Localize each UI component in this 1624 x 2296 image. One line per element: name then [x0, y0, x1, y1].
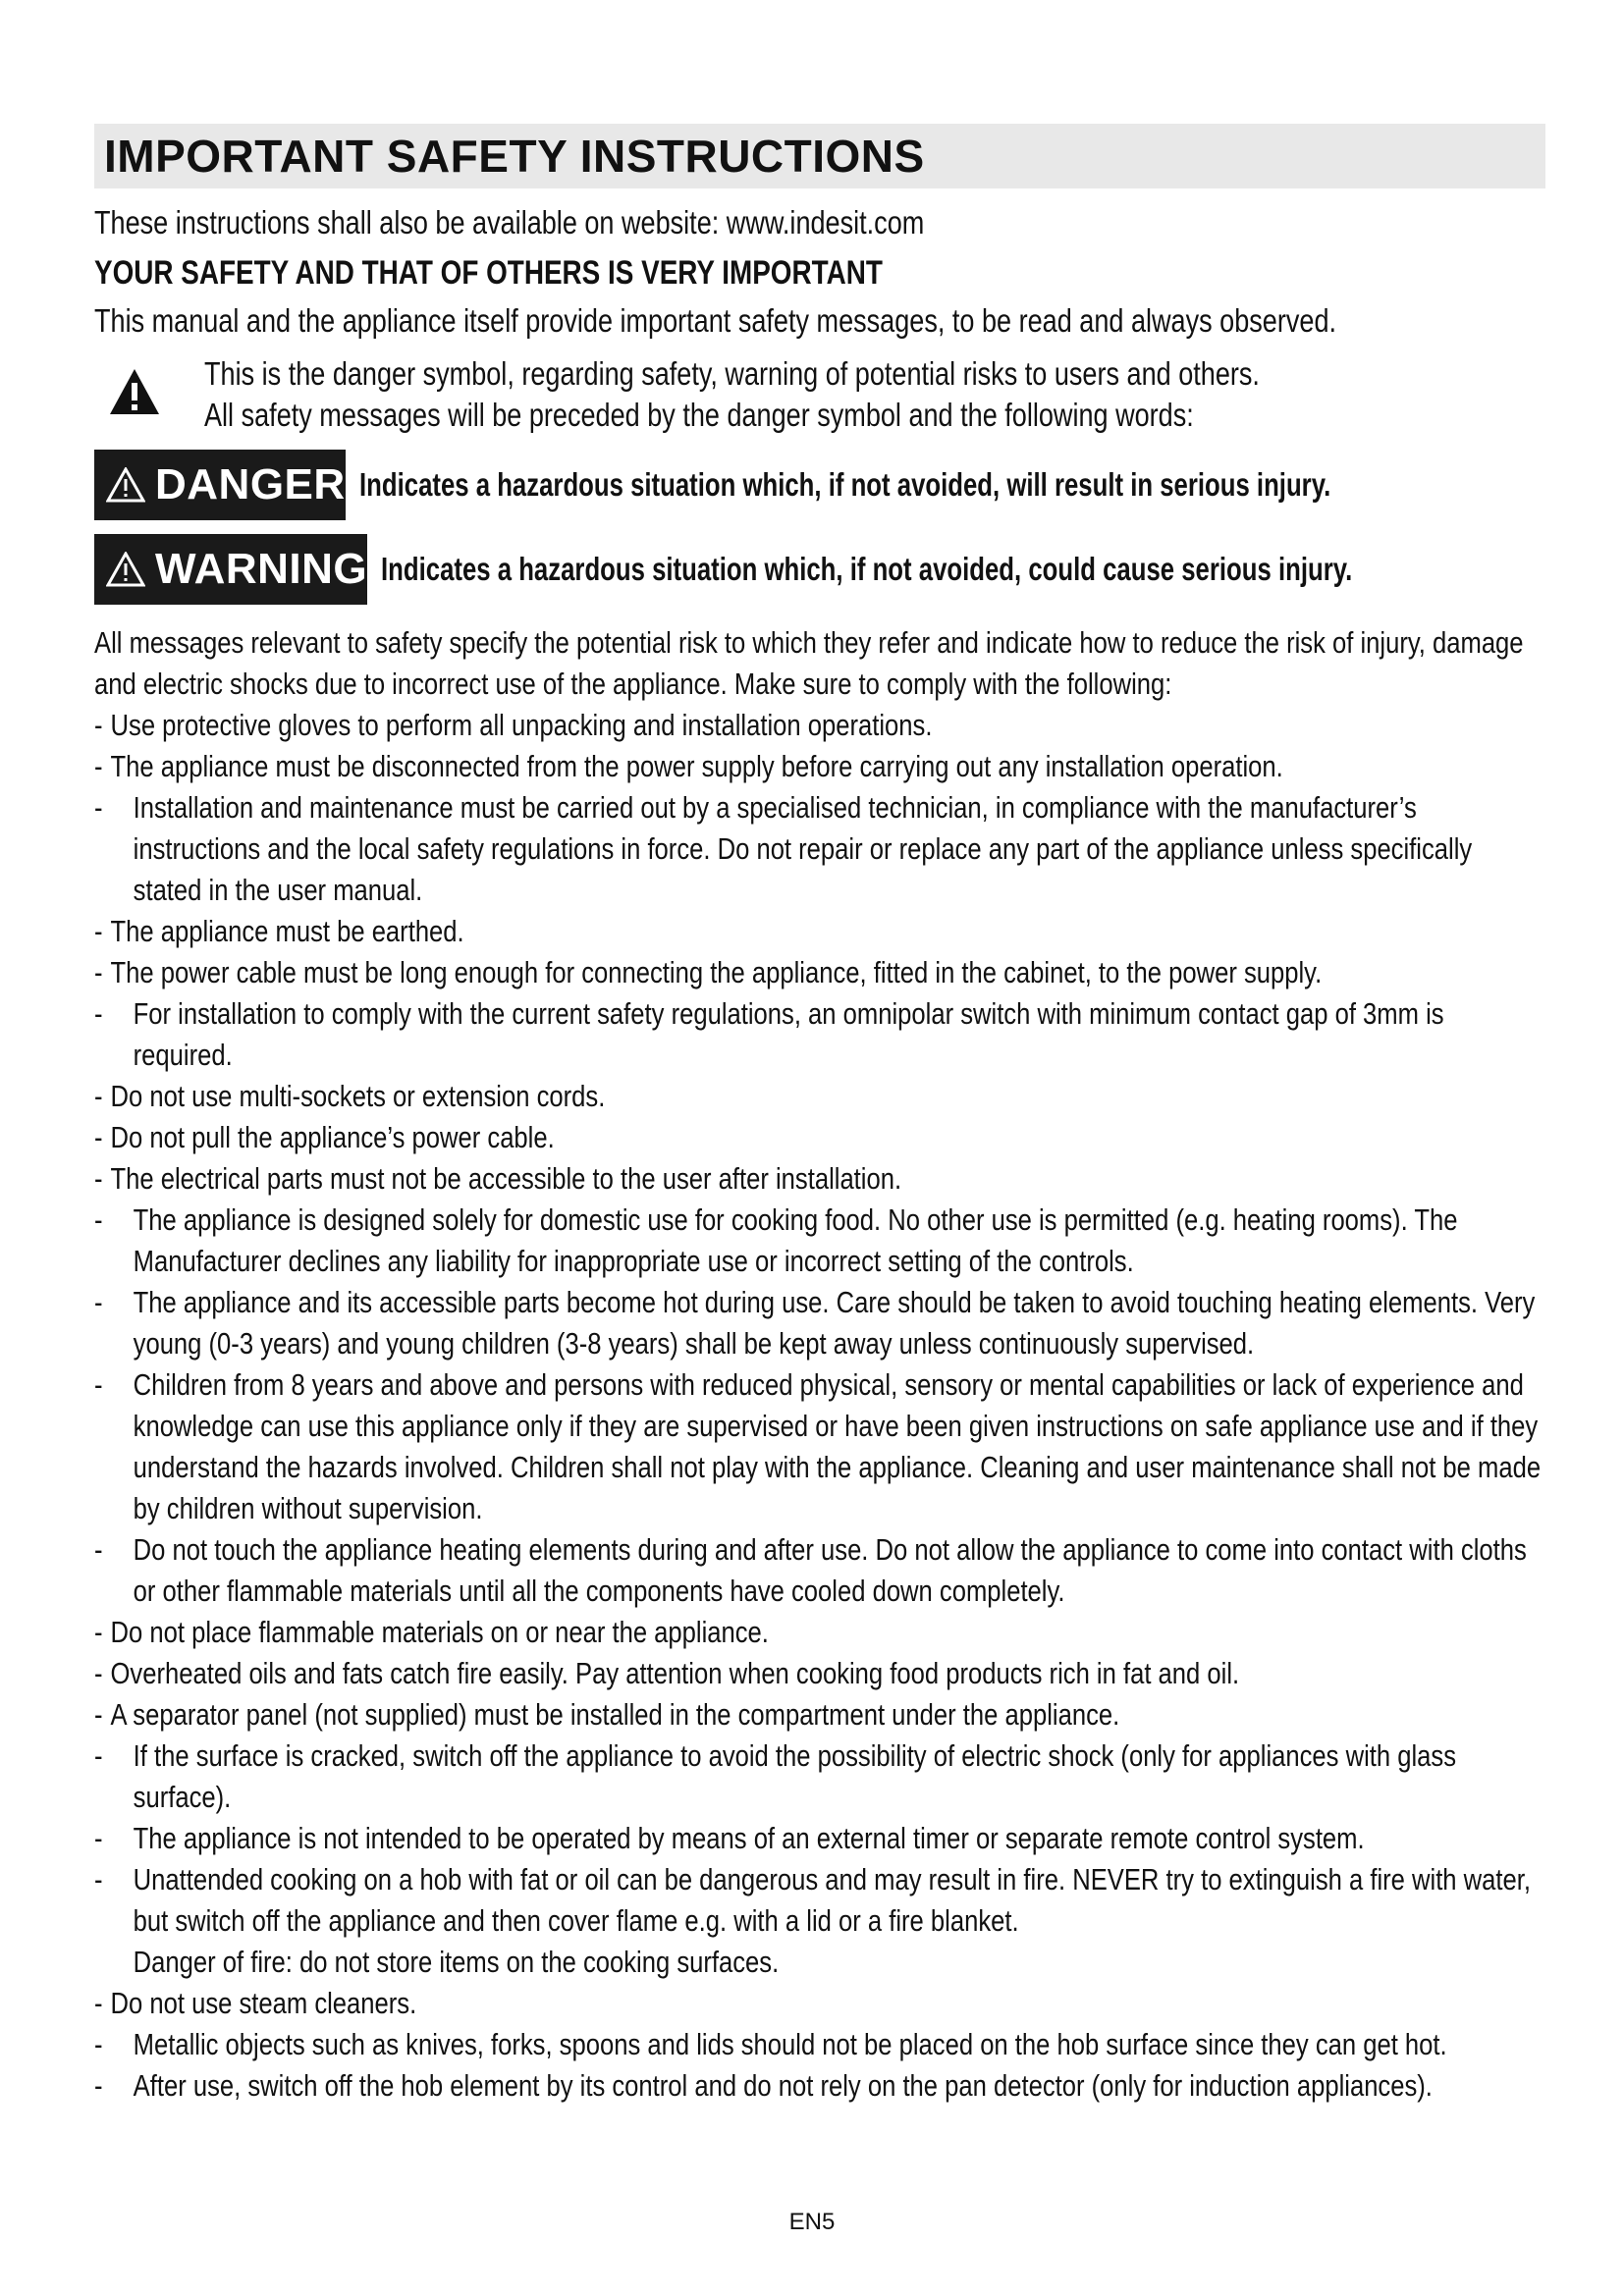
- list-dash: -: [94, 1615, 103, 1649]
- page-title: IMPORTANT SAFETY INSTRUCTIONS: [104, 131, 925, 182]
- danger-symbol-line-2: All safety messages will be preceded by the danger symbol and the following words:: [204, 397, 1194, 433]
- list-item-text: The appliance is not intended to be operated by means of an external timer or separate remote control system.: [133, 1821, 1365, 1855]
- list-item-text: Danger of fire: do not store items on the cooking surfaces.: [133, 1945, 780, 1979]
- safety-list: [94, 705, 1544, 2107]
- list-item: [94, 1942, 1544, 1983]
- website-line: These instructions shall also be available on website: www.indesit.com: [94, 204, 925, 240]
- list-item-text: Do not pull the appliance’s power cable.: [110, 1120, 555, 1154]
- danger-signal: [94, 450, 1545, 520]
- title-bar: [94, 124, 1545, 188]
- list-dash: -: [94, 790, 103, 825]
- list-dash: -: [94, 996, 103, 1031]
- list-item: [94, 1735, 1544, 1818]
- list-item-text: Do not use steam cleaners.: [110, 1986, 417, 2020]
- list-dash: -: [94, 1821, 103, 1855]
- warning-signal: [94, 534, 1545, 605]
- list-item-text: The power cable must be long enough for connecting the appliance, fitted in the cabinet, to the power supply.: [110, 955, 1323, 989]
- list-dash: -: [94, 749, 103, 783]
- list-dash: -: [94, 1697, 103, 1732]
- list-item: [94, 2065, 1544, 2107]
- list-item-text: The appliance is designed solely for domestic use for cooking food. No other use is permitted (e.g. heating rooms). The Manufacturer declines any liability for inappropriate use or incorrect setting of the controls.: [133, 1202, 1458, 1278]
- list-item: [94, 1653, 1544, 1694]
- list-item: [94, 952, 1544, 993]
- list-item-text: Unattended cooking on a hob with fat or oil can be dangerous and may result in fire. NEVER try to extinguish a fire with water, but switch off the appliance and then cover flame e.g. with a lid or a fire blanket.: [133, 1862, 1531, 1938]
- danger-triangle-icon: [94, 353, 190, 421]
- list-item: [94, 1859, 1544, 1942]
- list-dash: -: [94, 708, 103, 742]
- list-dash: -: [94, 914, 103, 948]
- general-safety-text: All messages relevant to safety specify the potential risk to which they refer and indicate how to reduce the risk of injury, damage and electric shocks due to incorrect use of the appliance. Make sure to comply with the following:: [94, 625, 1524, 701]
- list-item-text: Metallic objects such as knives, forks, spoons and lids should not be placed on the hob surface since they can get hot.: [133, 2027, 1447, 2061]
- list-dash: -: [94, 1079, 103, 1113]
- list-item: [94, 746, 1544, 787]
- list-item-text: After use, switch off the hob element by its control and do not rely on the pan detector (only for induction appliances).: [133, 2068, 1433, 2103]
- warning-triangle-icon: [106, 467, 145, 503]
- list-item-text: Do not use multi-sockets or extension cords.: [110, 1079, 606, 1113]
- list-dash: -: [94, 1532, 103, 1567]
- list-item-text: If the surface is cracked, switch off the appliance to avoid the possibility of electric shock (only for appliances with glass surface).: [133, 1738, 1457, 1814]
- list-dash: -: [94, 1862, 103, 1896]
- danger-symbol-line-1: This is the danger symbol, regarding safety, warning of potential risks to users and others.: [204, 355, 1260, 392]
- list-item: [94, 993, 1544, 1076]
- safety-body: [94, 622, 1545, 2107]
- list-dash: -: [94, 1367, 103, 1402]
- list-dash: -: [94, 1986, 103, 2020]
- list-item-text: Use protective gloves to perform all unpacking and installation operations.: [110, 708, 933, 742]
- list-item: [94, 1076, 1544, 1117]
- list-item: [94, 2024, 1544, 2065]
- list-dash: -: [94, 2068, 103, 2103]
- list-item: [94, 705, 1544, 746]
- list-item: [94, 1364, 1544, 1529]
- list-dash: [94, 1942, 134, 1983]
- list-dash: -: [94, 955, 103, 989]
- list-item-text: The appliance must be disconnected from the power supply before carrying out any installation operation.: [110, 749, 1283, 783]
- manual-page: [94, 124, 1545, 2107]
- safety-subheading: YOUR SAFETY AND THAT OF OTHERS IS VERY IMPORTANT: [94, 254, 883, 292]
- list-item-text: Do not touch the appliance heating elements during and after use. Do not allow the appliance to come into contact with cloths or other flammable materials until all the components have cooled down completely.: [133, 1532, 1527, 1608]
- list-dash: -: [94, 1120, 103, 1154]
- list-item-text: Overheated oils and fats catch fire easily. Pay attention when cooking food products rich in fat and oil.: [110, 1656, 1240, 1690]
- list-dash: -: [94, 1656, 103, 1690]
- list-item-text: Children from 8 years and above and persons with reduced physical, sensory or mental capabilities or lack of experience and knowledge can use this appliance only if they are supervised or have been given instructions on safe appliance use and if they understand the hazards involved. Children shall not play with the appliance. Cleaning and user maintenance shall not be made by children without supervision.: [133, 1367, 1542, 1525]
- list-item-text: Do not place flammable materials on or near the appliance.: [110, 1615, 769, 1649]
- list-item: [94, 787, 1544, 911]
- list-item: [94, 1200, 1544, 1282]
- list-item: [94, 1117, 1544, 1158]
- list-dash: -: [94, 1161, 103, 1196]
- list-item: [94, 1694, 1544, 1735]
- list-item-text: The electrical parts must not be accessible to the user after installation.: [110, 1161, 902, 1196]
- list-dash: -: [94, 1202, 103, 1237]
- list-item: [94, 911, 1544, 952]
- list-item-text: Installation and maintenance must be carried out by a specialised technician, in compliance with the manufacturer’s instructions and the local safety regulations in force. Do not repair or replace any part of the appliance unless specifically stated in the user manual.: [133, 790, 1473, 907]
- warning-triangle-icon: [106, 552, 145, 587]
- danger-description: Indicates a hazardous situation which, if not avoided, will result in serious injury.: [358, 466, 1330, 503]
- list-item: [94, 1612, 1544, 1653]
- warning-badge: WARNING: [94, 534, 367, 605]
- list-dash: -: [94, 1738, 103, 1773]
- danger-badge: DANGER: [94, 450, 346, 520]
- list-item: [94, 1983, 1544, 2024]
- list-item-text: For installation to comply with the current safety regulations, an omnipolar switch with minimum contact gap of 3mm is required.: [133, 996, 1444, 1072]
- list-item: [94, 1158, 1544, 1200]
- list-item-text: The appliance must be earthed.: [110, 914, 464, 948]
- list-dash: -: [94, 2027, 103, 2061]
- list-dash: -: [94, 1285, 103, 1319]
- danger-symbol-explanation: [94, 353, 1545, 436]
- list-item: [94, 1282, 1544, 1364]
- page-number: EN5: [788, 2209, 836, 2235]
- warning-description: Indicates a hazardous situation which, if not avoided, could cause serious injury.: [381, 551, 1353, 587]
- list-item: [94, 1818, 1544, 1859]
- list-item-text: A separator panel (not supplied) must be installed in the compartment under the appliance.: [110, 1697, 1120, 1732]
- intro-text: This manual and the appliance itself provide important safety messages, to be read and always observed.: [94, 302, 1337, 339]
- list-item: [94, 1529, 1544, 1612]
- list-item-text: The appliance and its accessible parts become hot during use. Care should be taken to avoid touching heating elements. Very young (0-3 years) and young children (3-8 years) shall be kept away unless continuously supervised.: [133, 1285, 1536, 1361]
